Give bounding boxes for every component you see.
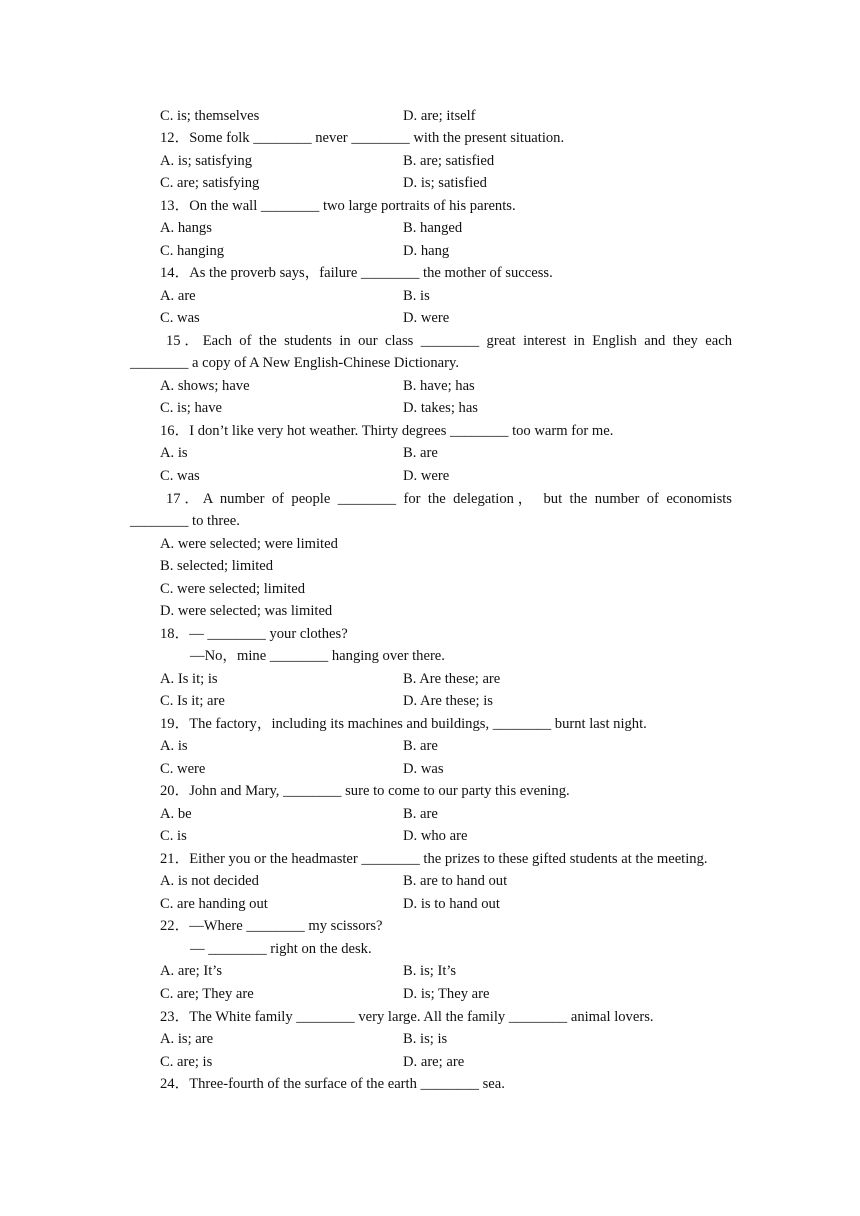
q14-options-ab bbox=[0, 285, 860, 307]
option[interactable]: B. are to hand out bbox=[403, 873, 508, 889]
question-stem: 15．Each of the students in our class ________ great interest in English and they each bbox=[166, 333, 732, 349]
option[interactable]: D. who are bbox=[403, 828, 468, 844]
question-stem-cont: ________ a copy of A New English-Chinese Dictionary. bbox=[130, 355, 459, 371]
option[interactable]: A. is bbox=[160, 445, 188, 461]
q20-options-ab bbox=[0, 803, 860, 825]
option[interactable]: B. have; has bbox=[403, 378, 475, 394]
option[interactable]: B. is; It’s bbox=[403, 963, 457, 979]
question-stem: 17．A number of people ________ for the delegation， but the number of economists bbox=[166, 491, 732, 507]
option[interactable]: B. selected; limited bbox=[160, 558, 274, 574]
option[interactable]: A. are; It’s bbox=[160, 963, 223, 979]
question-stem: 16．I don’t like very hot weather. Thirty degrees ________ too warm for me. bbox=[160, 423, 614, 439]
option[interactable]: C. is; themselves bbox=[160, 108, 260, 124]
option[interactable]: D. are; itself bbox=[403, 108, 476, 124]
question-stem: 22．—Where ________ my scissors? bbox=[160, 918, 383, 934]
q16-options-ab bbox=[0, 442, 860, 464]
option[interactable]: C. are; is bbox=[160, 1054, 213, 1070]
q18-options-ab bbox=[0, 668, 860, 690]
option[interactable]: B. are bbox=[403, 806, 438, 822]
option[interactable]: B. Are these; are bbox=[403, 671, 501, 687]
option[interactable]: D. is; They are bbox=[403, 986, 490, 1002]
option[interactable]: D. are; are bbox=[403, 1054, 465, 1070]
option[interactable]: D. Are these; is bbox=[403, 693, 493, 709]
question-stem: 20．John and Mary, ________ sure to come to our party this evening. bbox=[160, 783, 570, 799]
question-stem-cont: —No，mine ________ hanging over there. bbox=[190, 648, 445, 664]
option[interactable]: A. shows; have bbox=[160, 378, 250, 394]
option[interactable]: C. are; They are bbox=[160, 986, 254, 1002]
q21-options-cd bbox=[0, 893, 860, 915]
q13-options-cd bbox=[0, 240, 860, 262]
option[interactable]: A. Is it; is bbox=[160, 671, 218, 687]
q23-options-cd bbox=[0, 1051, 860, 1073]
question-stem: 24．Three-fourth of the surface of the earth ________ sea. bbox=[160, 1076, 505, 1092]
option[interactable]: A. are bbox=[160, 288, 196, 304]
option[interactable]: D. is; satisfied bbox=[403, 175, 487, 191]
q22-options-cd bbox=[0, 983, 860, 1005]
question-stem: 19．The factory，including its machines and buildings, ________ burnt last night. bbox=[160, 716, 647, 732]
question-stem: 13．On the wall ________ two large portraits of his parents. bbox=[160, 198, 516, 214]
q12-options-cd bbox=[0, 172, 860, 194]
q21-options-ab bbox=[0, 870, 860, 892]
question-stem: 21．Either you or the headmaster ________ the prizes to these gifted students at the meeting. bbox=[160, 851, 708, 867]
option[interactable]: A. were selected; were limited bbox=[160, 536, 338, 552]
option[interactable]: A. is not decided bbox=[160, 873, 259, 889]
option[interactable]: C. were bbox=[160, 761, 206, 777]
option[interactable]: C. was bbox=[160, 310, 200, 326]
option[interactable]: D. were bbox=[403, 310, 450, 326]
option[interactable]: A. is; are bbox=[160, 1031, 214, 1047]
option[interactable]: C. hanging bbox=[160, 243, 225, 259]
option[interactable]: B. is; is bbox=[403, 1031, 448, 1047]
option[interactable]: C. was bbox=[160, 468, 200, 484]
option[interactable]: B. is bbox=[403, 288, 430, 304]
option-row bbox=[0, 578, 860, 600]
option[interactable]: C. are; satisfying bbox=[160, 175, 260, 191]
option[interactable]: A. is bbox=[160, 738, 188, 754]
option[interactable]: C. is bbox=[160, 828, 187, 844]
option[interactable]: D. is to hand out bbox=[403, 896, 500, 912]
option[interactable]: D. takes; has bbox=[403, 400, 478, 416]
option[interactable]: C. were selected; limited bbox=[160, 581, 306, 597]
question-stem: 23．The White family ________ very large. All the family ________ animal lovers. bbox=[160, 1009, 654, 1025]
option[interactable]: C. Is it; are bbox=[160, 693, 225, 709]
question-stem-cont: ________ to three. bbox=[130, 513, 240, 529]
q15-options-ab bbox=[0, 375, 860, 397]
option[interactable]: A. be bbox=[160, 806, 192, 822]
q22-options-ab bbox=[0, 960, 860, 982]
q19-options-ab bbox=[0, 735, 860, 757]
q11-options-cd bbox=[0, 105, 860, 127]
option[interactable]: B. are bbox=[403, 738, 438, 754]
q15-options-cd bbox=[0, 397, 860, 419]
option-row bbox=[0, 555, 860, 577]
question-stem: 12．Some folk ________ never ________ with the present situation. bbox=[160, 130, 565, 146]
question-stem-cont: — ________ right on the desk. bbox=[190, 941, 372, 957]
option[interactable]: B. hanged bbox=[403, 220, 463, 236]
q23-options-ab bbox=[0, 1028, 860, 1050]
option[interactable]: D. was bbox=[403, 761, 444, 777]
option-row bbox=[0, 533, 860, 555]
option[interactable]: D. hang bbox=[403, 243, 450, 259]
q20-options-cd bbox=[0, 825, 860, 847]
option[interactable]: C. is; have bbox=[160, 400, 223, 416]
option[interactable]: D. were bbox=[403, 468, 450, 484]
option-row bbox=[0, 600, 860, 622]
q14-options-cd bbox=[0, 307, 860, 329]
q13-options-ab bbox=[0, 217, 860, 239]
q12-options-ab bbox=[0, 150, 860, 172]
q18-options-cd bbox=[0, 690, 860, 712]
option[interactable]: C. are handing out bbox=[160, 896, 268, 912]
option[interactable]: B. are bbox=[403, 445, 438, 461]
question-stem: 18．— ________ your clothes? bbox=[160, 626, 348, 642]
option[interactable]: A. hangs bbox=[160, 220, 212, 236]
q16-options-cd bbox=[0, 465, 860, 487]
option[interactable]: B. are; satisfied bbox=[403, 153, 495, 169]
option[interactable]: D. were selected; was limited bbox=[160, 603, 333, 619]
question-stem: 14．As the proverb says，failure ________ the mother of success. bbox=[160, 265, 553, 281]
q19-options-cd bbox=[0, 758, 860, 780]
option[interactable]: A. is; satisfying bbox=[160, 153, 253, 169]
